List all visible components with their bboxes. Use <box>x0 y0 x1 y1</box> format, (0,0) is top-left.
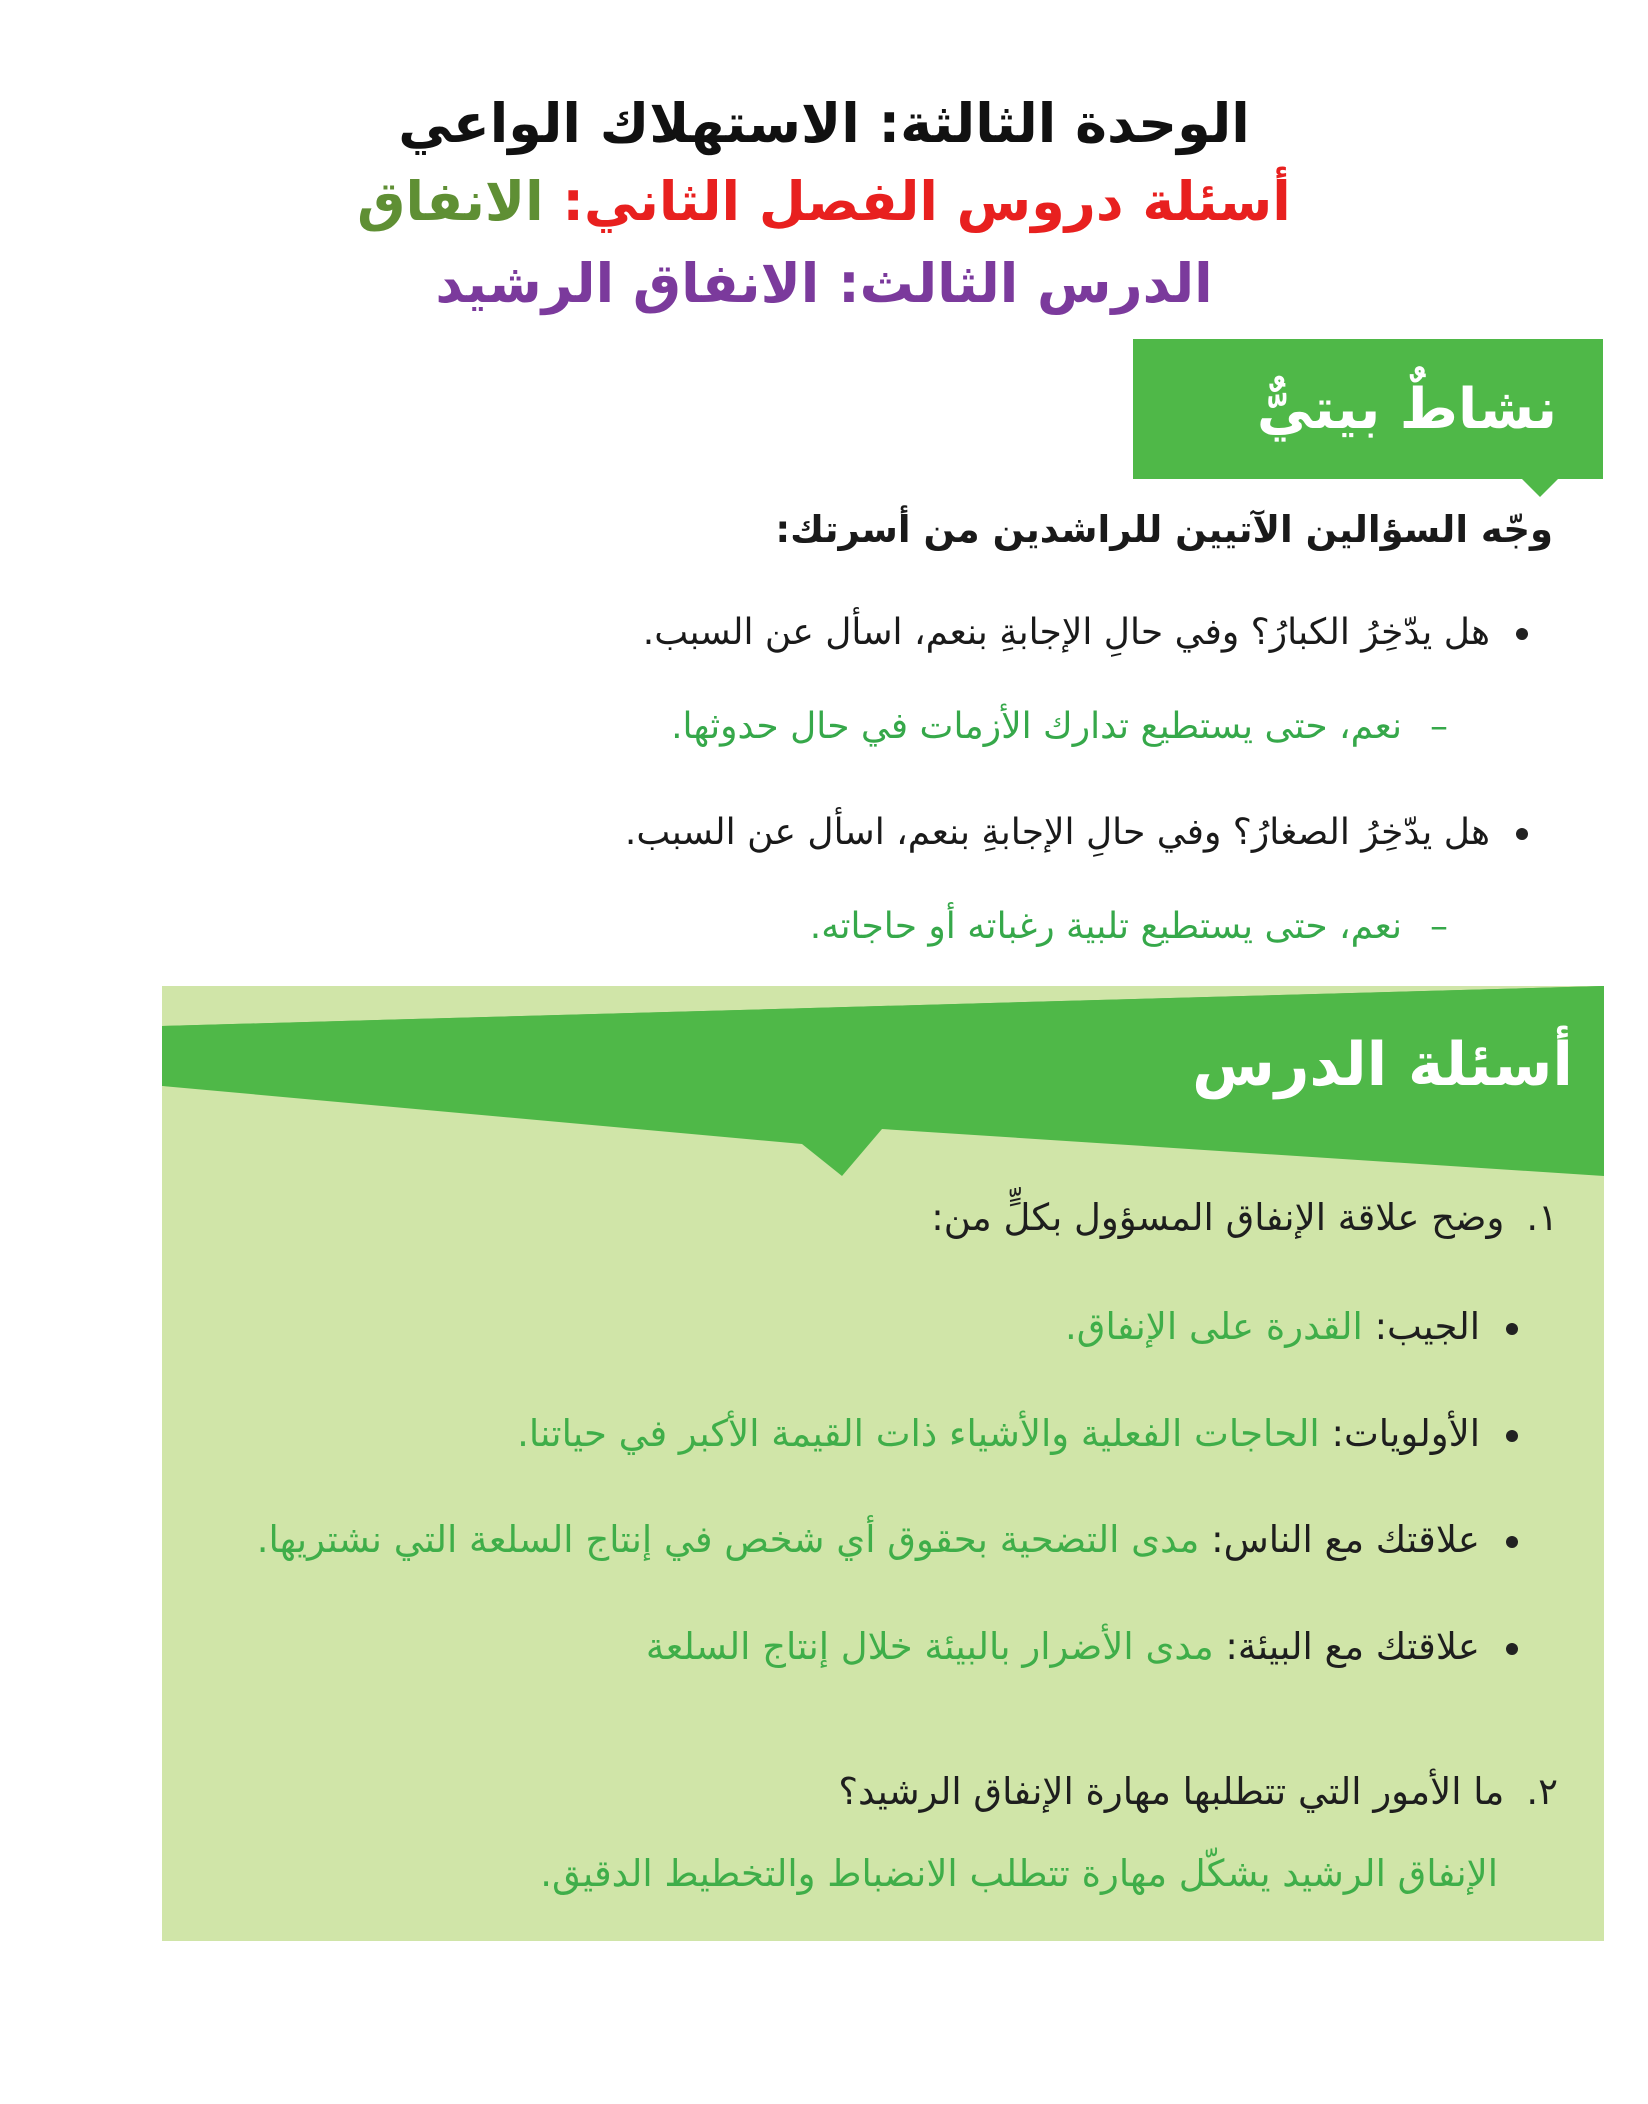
activity-question-2 <box>625 812 1528 853</box>
bullet-icon <box>1506 1430 1518 1442</box>
activity-answer-2-text: نعم، حتى يستطيع تلبية رغباته أو حاجاته. <box>809 906 1402 947</box>
q1-point-4-label: علاقتك مع البيئة: <box>1225 1625 1480 1668</box>
question-1-number: ١. <box>1526 1196 1558 1239</box>
q1-point-3 <box>257 1518 1518 1561</box>
question-2-number: ٢. <box>1526 1770 1558 1813</box>
bullet-icon <box>1516 628 1528 640</box>
bullet-icon <box>1506 1323 1518 1335</box>
chapter-prefix: أسئلة دروس الفصل الثاني: <box>562 170 1291 233</box>
question-2 <box>838 1770 1558 1813</box>
home-activity-title: نشاطٌ بيتيٌّ <box>1256 376 1557 442</box>
home-activity-intro: وجّه السؤالين الآتيين للراشدين من أسرتك: <box>775 508 1553 551</box>
q1-point-2-answer: الحاجات الفعلية والأشياء ذات القيمة الأكبر في حياتنا. <box>517 1412 1320 1455</box>
activity-answer-2 <box>810 906 1448 947</box>
dash-mark: – <box>1430 906 1448 947</box>
question-2-text: ما الأمور التي تتطلبها مهارة الإنفاق الرشيد؟ <box>838 1770 1505 1813</box>
lesson-questions-title: أسئلة الدرس <box>1192 1030 1573 1100</box>
q1-point-4-answer: مدى الأضرار بالبيئة خلال إنتاج السلعة <box>645 1625 1214 1668</box>
question-1 <box>931 1196 1558 1239</box>
lesson-title: الدرس الثالث: الانفاق الرشيد <box>435 252 1213 315</box>
activity-answer-1-text: نعم، حتى يستطيع تدارك الأزمات في حال حدوثها. <box>671 706 1402 747</box>
q1-point-2 <box>517 1412 1518 1455</box>
unit-title: الوحدة الثالثة: الاستهلاك الواعي <box>398 92 1250 155</box>
q1-point-3-label: علاقتك مع الناس: <box>1211 1518 1480 1561</box>
bullet-icon <box>1506 1643 1518 1655</box>
activity-question-1-text: هل يدّخِرُ الكبارُ؟ وفي حالِ الإجابةِ بنعم، اسأل عن السبب. <box>642 612 1490 653</box>
home-activity-tag <box>1133 339 1603 479</box>
question-2-answer: الإنفاق الرشيد يشكّل مهارة تتطلب الانضباط والتخطيط الدقيق. <box>540 1852 1498 1895</box>
q1-point-1-label: الجيب: <box>1374 1305 1480 1348</box>
q1-point-1 <box>1065 1305 1518 1348</box>
activity-question-1 <box>643 612 1528 653</box>
activity-answer-1 <box>671 706 1448 747</box>
tag-pointer-shape <box>1522 479 1558 497</box>
bullet-icon <box>1516 828 1528 840</box>
q1-point-4 <box>646 1625 1518 1668</box>
question-1-text: وضح علاقة الإنفاق المسؤول بكلٍّ من: <box>931 1196 1505 1239</box>
chapter-title <box>0 170 1648 233</box>
chapter-name: الانفاق <box>357 170 544 233</box>
dash-mark: – <box>1430 706 1448 747</box>
q1-point-1-answer: القدرة على الإنفاق. <box>1065 1305 1363 1348</box>
q1-point-3-answer: مدى التضحية بحقوق أي شخص في إنتاج السلعة التي نشتريها. <box>256 1518 1200 1561</box>
activity-question-2-text: هل يدّخِرُ الصغارُ؟ وفي حالِ الإجابةِ بنعم، اسأل عن السبب. <box>624 812 1490 853</box>
bullet-icon <box>1506 1536 1518 1548</box>
q1-point-2-label: الأولويات: <box>1331 1412 1480 1455</box>
